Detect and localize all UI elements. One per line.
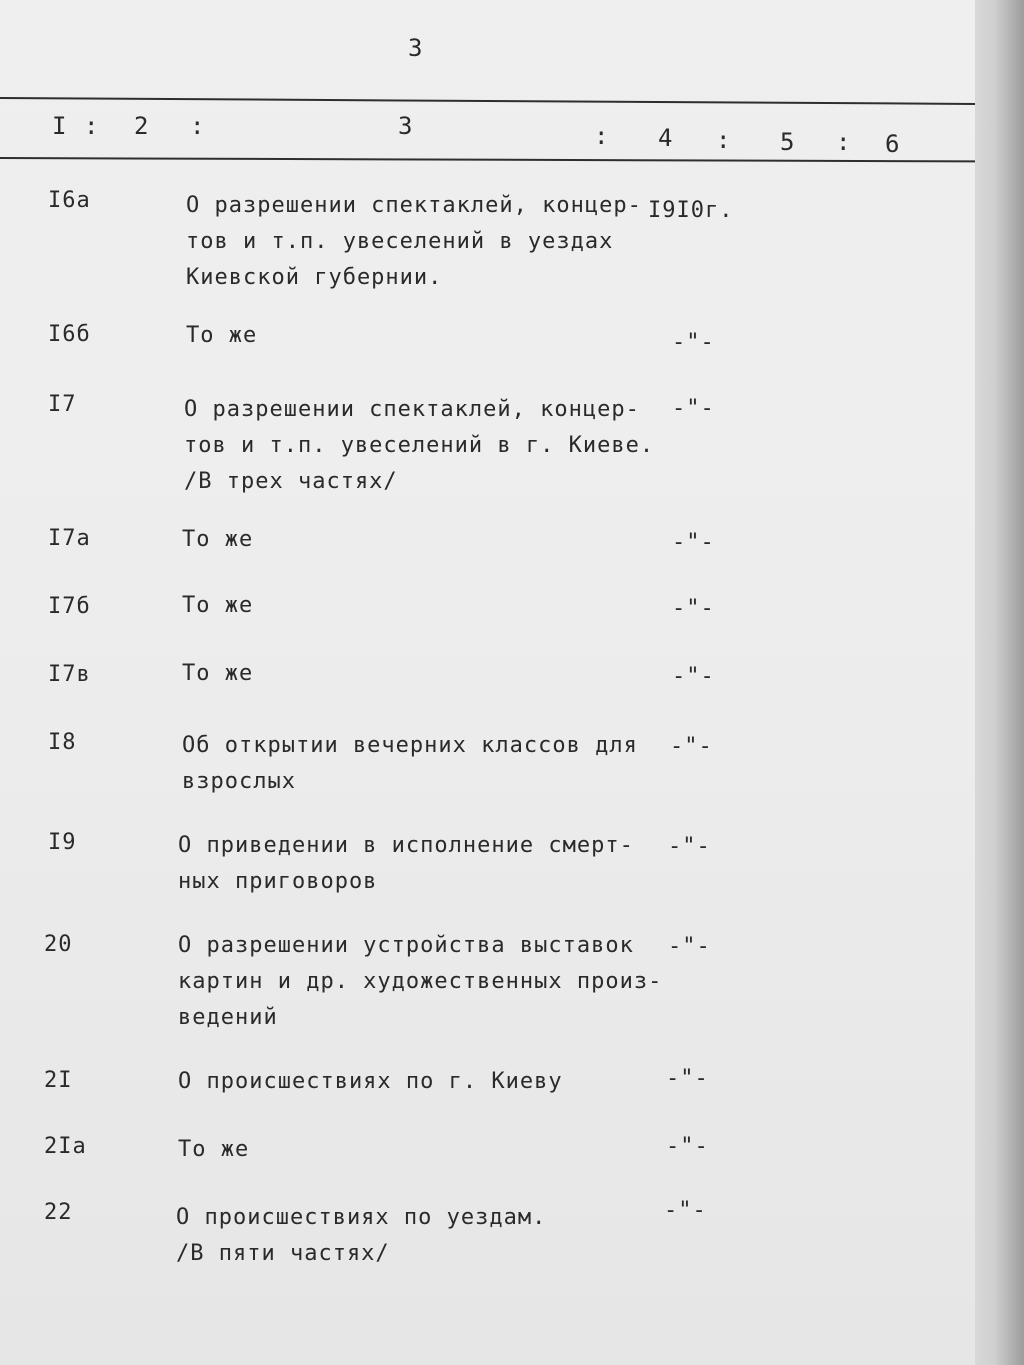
header-top-rule [0, 97, 975, 105]
row-title-line: тов и т.п. увеселений в уездах [186, 229, 614, 254]
row-number: 22 [44, 1200, 73, 1225]
column-separator: : [836, 128, 852, 156]
row-title-line: ных приговоров [178, 869, 378, 894]
row-title [178, 1064, 648, 1100]
column-header-6: 6 [885, 130, 901, 158]
row-number: I7в [48, 662, 91, 687]
row-date: -"- [666, 1134, 709, 1159]
row-date: -"- [672, 530, 715, 555]
row-date: -"- [672, 396, 715, 421]
row-title [184, 392, 654, 500]
column-header-4: 4 [658, 124, 674, 152]
row-title-line: О приведении в исполнение смерт- [178, 833, 634, 858]
row-title [182, 656, 652, 692]
column-separator: : [190, 112, 206, 140]
row-date: I9I0г. [648, 198, 734, 223]
row-title [176, 1200, 646, 1272]
row-number: I6а [48, 188, 91, 213]
row-title-line: /В пяти частях/ [176, 1241, 390, 1266]
row-title [186, 318, 656, 354]
row-title [178, 928, 663, 1036]
header-bottom-rule [0, 157, 975, 162]
row-title [178, 828, 648, 900]
row-title-line: То же [182, 527, 254, 552]
column-header-3: 3 [398, 112, 414, 140]
row-number: 2I [44, 1068, 73, 1093]
column-header-2: 2 [134, 112, 150, 140]
row-number: 20 [44, 932, 73, 957]
column-separator: : [716, 126, 732, 154]
row-title-line: О разрешении устройства выставок [178, 933, 634, 958]
row-date: -"- [672, 664, 715, 689]
row-number: I8 [48, 730, 77, 755]
row-number: I7б [48, 594, 91, 619]
row-date: -"- [672, 330, 715, 355]
row-number: I9 [48, 830, 77, 855]
column-separator: : [594, 122, 610, 150]
row-date: -"- [668, 834, 711, 859]
row-title-line: Об открытии вечерних классов для [182, 733, 638, 758]
row-title [178, 1132, 648, 1168]
row-title [182, 588, 652, 624]
row-title-line: То же [178, 1137, 250, 1162]
page-number: 3 [408, 34, 424, 62]
row-title-line: картин и др. художественных произ- [178, 969, 663, 994]
row-date: -"- [672, 596, 715, 621]
row-title [182, 728, 652, 800]
row-title-line: То же [182, 661, 254, 686]
column-header-1: I [52, 112, 68, 140]
row-number: 2Iа [44, 1134, 87, 1159]
row-date: -"- [664, 1198, 707, 1223]
row-title-line: О разрешении спектаклей, концер- [186, 193, 642, 218]
row-title [182, 522, 652, 558]
row-title-line: О разрешении спектаклей, концер- [184, 397, 640, 422]
row-number: I7 [48, 392, 77, 417]
row-title-line: О происшествиях по г. Киеву [178, 1069, 563, 1094]
row-title-line: /В трех частях/ [184, 469, 398, 494]
row-title-line: взрослых [182, 769, 296, 794]
column-header-5: 5 [780, 128, 796, 156]
row-title-line: тов и т.п. увеселений в г. Киеве. [184, 433, 655, 458]
row-title-line: То же [186, 323, 258, 348]
row-date: -"- [668, 934, 711, 959]
page-stack-edge [975, 0, 1024, 1365]
row-number: I7а [48, 526, 91, 551]
column-separator: : [84, 112, 100, 140]
row-date: -"- [670, 734, 713, 759]
row-number: I6б [48, 322, 91, 347]
row-date: -"- [666, 1066, 709, 1091]
row-title-line: О происшествиях по уездам. [176, 1205, 547, 1230]
row-title [186, 188, 656, 296]
row-title-line: ведений [178, 1005, 278, 1030]
row-title-line: Киевской губернии. [186, 265, 443, 290]
row-title-line: То же [182, 593, 254, 618]
